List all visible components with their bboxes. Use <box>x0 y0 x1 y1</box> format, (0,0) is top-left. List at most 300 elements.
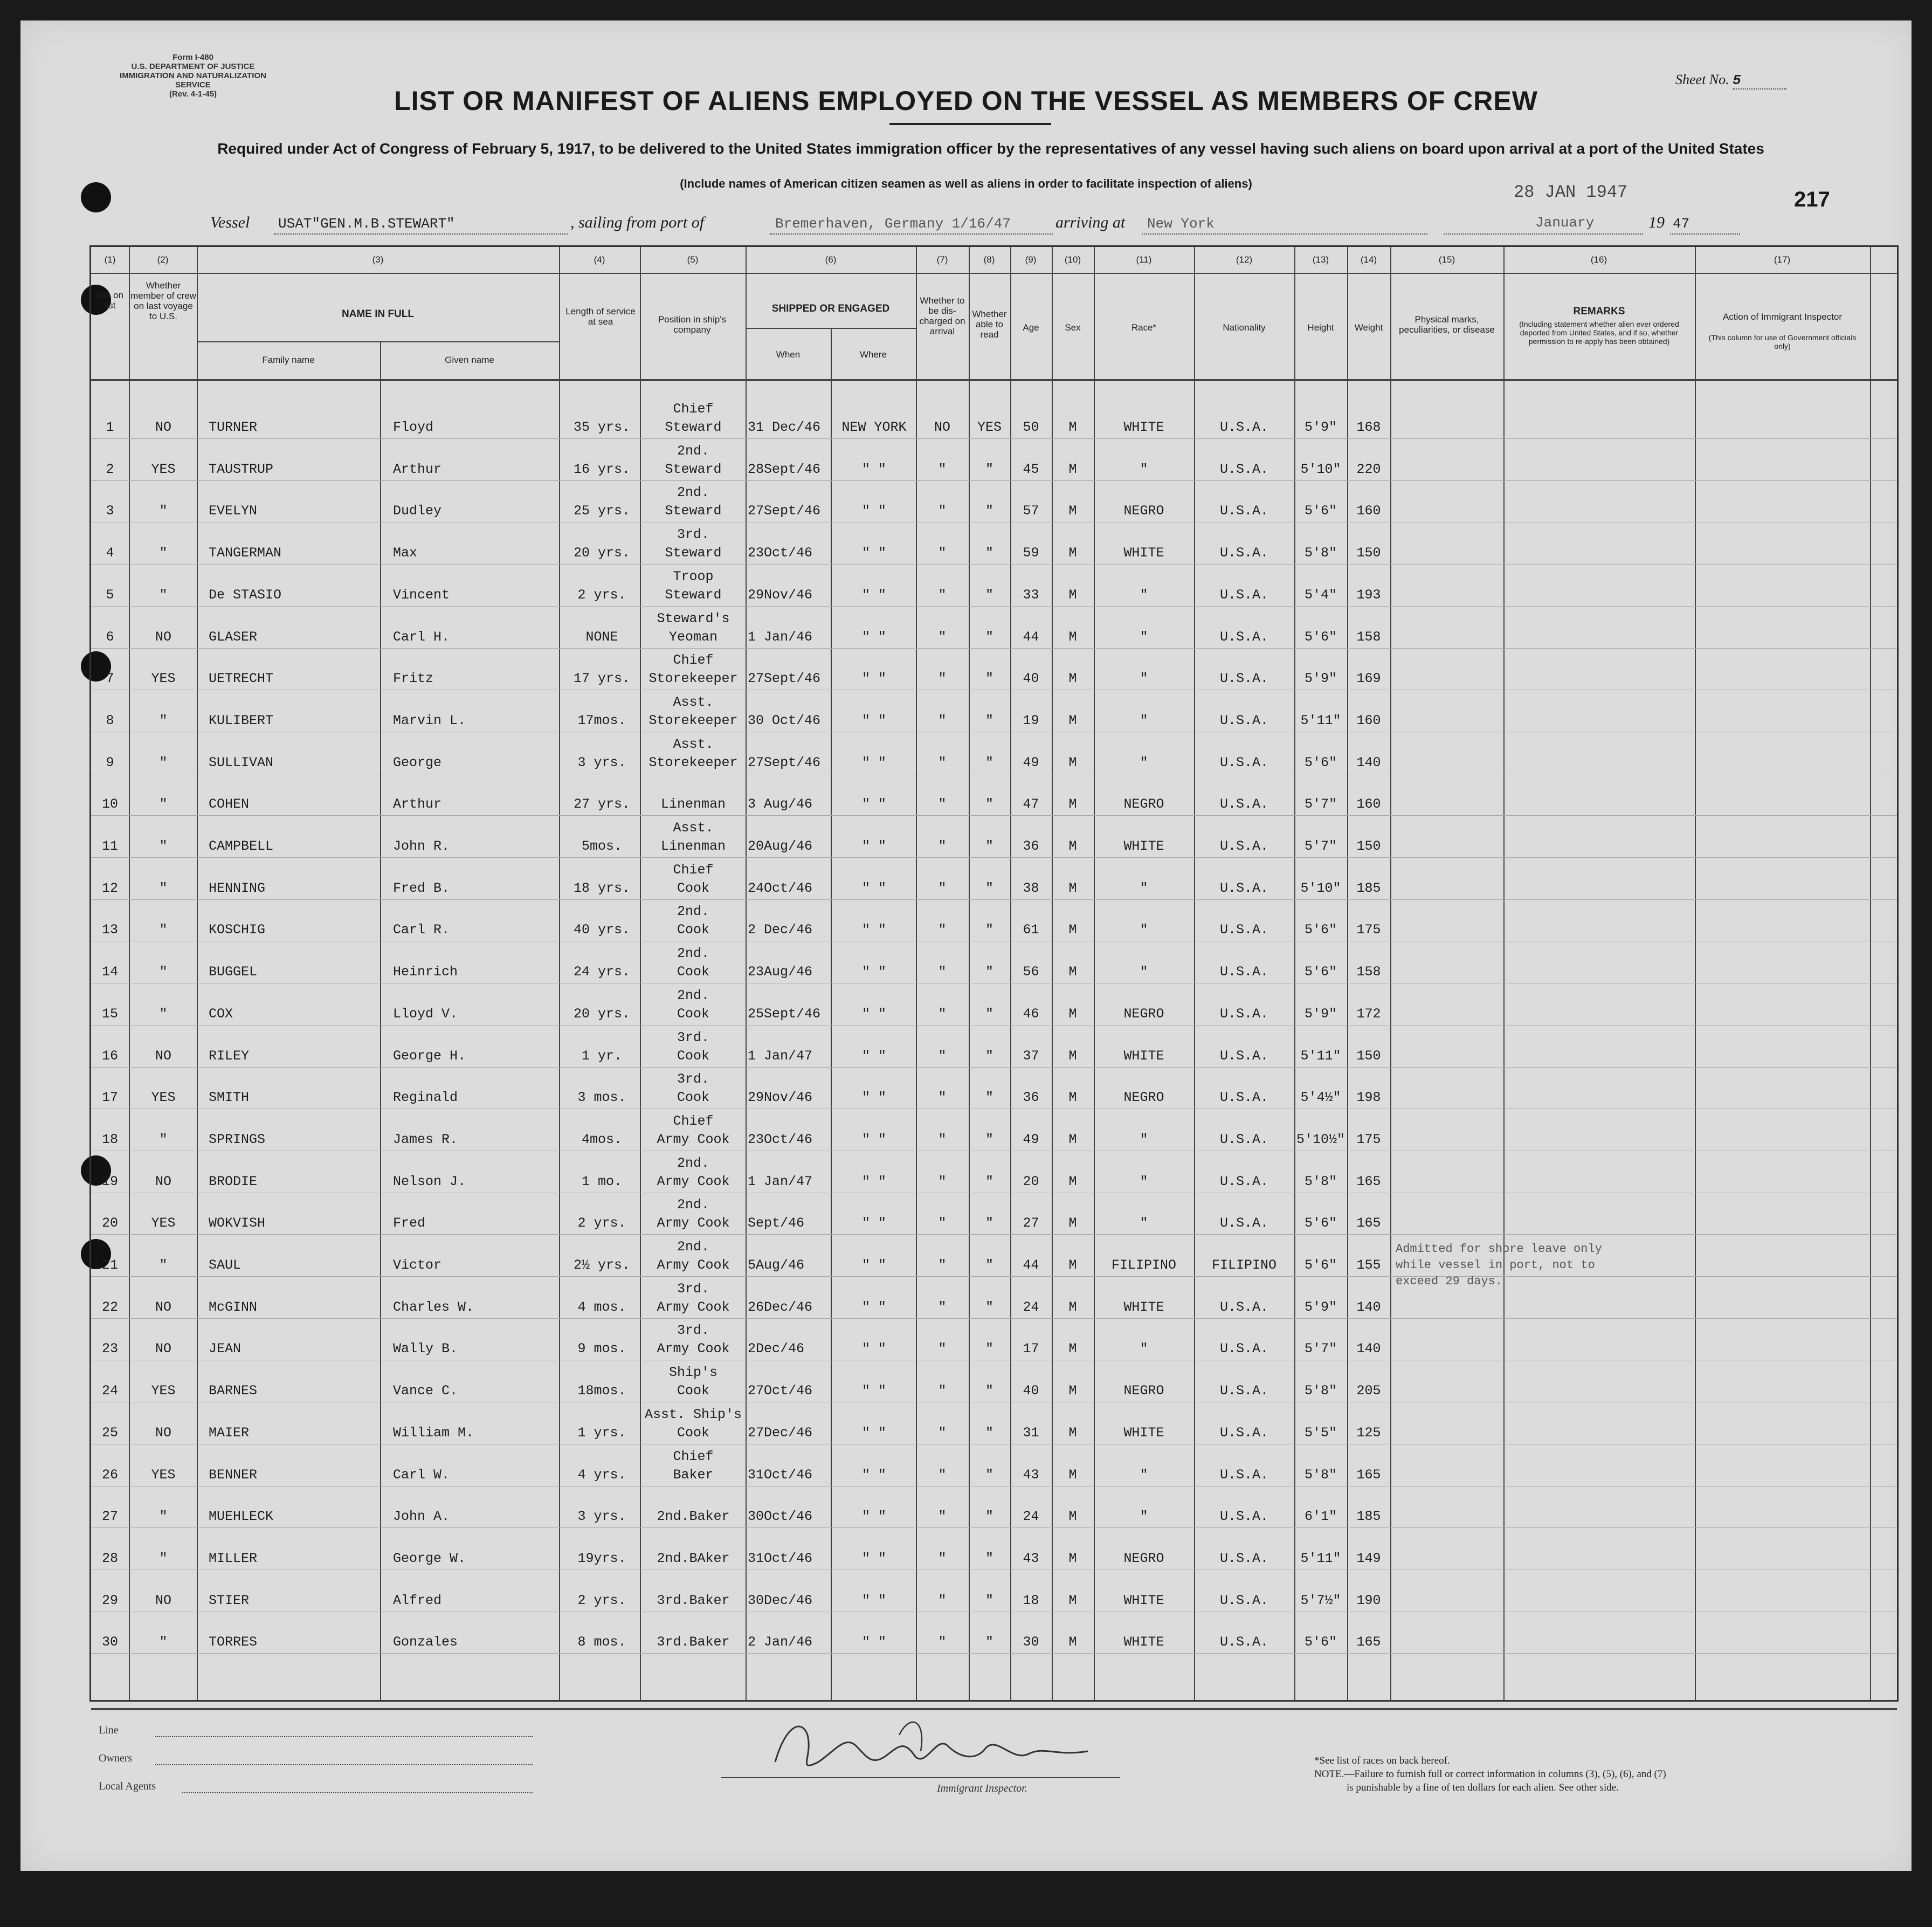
cell-height: 6'1" <box>1304 1509 1337 1525</box>
cell-race: NEGRO <box>1123 1090 1164 1106</box>
cell-no: 13 <box>101 922 118 938</box>
cell-position: Cook <box>677 880 709 896</box>
cell-service: 17 yrs. <box>573 671 631 687</box>
cell-given: Vincent <box>393 587 450 603</box>
cell-where: " " <box>861 922 886 938</box>
cell-service: 2 yrs. <box>577 1592 626 1608</box>
cell-weight: 125 <box>1356 1424 1381 1441</box>
inspector-label: Immigrant Inspector. <box>937 1783 1027 1794</box>
cell-age: 49 <box>1023 754 1039 770</box>
cell-age: 18 <box>1023 1592 1039 1608</box>
cell-no: 7 <box>106 671 114 687</box>
cell-dis: " <box>938 1467 947 1483</box>
row-rule <box>91 857 1897 858</box>
cell-where: " " <box>861 1383 886 1399</box>
cell-family: SAUL <box>209 1257 242 1273</box>
cell-nat: U.S.A. <box>1219 922 1268 938</box>
row-rule <box>91 1067 1897 1068</box>
cell-position: Cook <box>677 1383 709 1399</box>
cell-race: WHITE <box>1123 838 1164 854</box>
cell-service: 1 yrs. <box>577 1424 626 1441</box>
cell-family: EVELYN <box>209 503 258 519</box>
cell-position-rank: 2nd. <box>677 987 709 1003</box>
cell-age: 40 <box>1023 671 1039 687</box>
cell-crew: NO <box>155 1341 171 1357</box>
cell-given: Nelson J. <box>393 1173 466 1189</box>
cell-service: 2½ yrs. <box>573 1257 631 1273</box>
cell-height: 5'8" <box>1304 1383 1337 1399</box>
cell-race: " <box>1140 712 1148 728</box>
cell-dis: " <box>938 1131 947 1147</box>
cell-dis: " <box>938 1215 947 1231</box>
cell-sex: M <box>1068 1634 1077 1650</box>
vessel-label: Vessel <box>210 214 250 231</box>
cell-read: " <box>985 629 993 645</box>
column-number: (13) <box>1312 254 1329 265</box>
cell-position-rank: 2nd. <box>677 904 709 920</box>
cell-position-rank: 2nd. <box>677 1239 709 1255</box>
cell-position-rank: Chief <box>673 1113 714 1129</box>
cell-given: George W. <box>393 1550 466 1566</box>
cell-crew: " <box>159 1131 168 1147</box>
cell-where: " " <box>861 1048 886 1064</box>
cell-service: 18 yrs. <box>573 880 631 896</box>
cell-service: 20 yrs. <box>573 545 631 561</box>
cell-sex: M <box>1068 922 1077 938</box>
cell-read: " <box>985 461 993 477</box>
cell-age: 27 <box>1023 1215 1039 1231</box>
cell-age: 43 <box>1023 1467 1039 1483</box>
cell-sex: M <box>1068 964 1077 980</box>
cell-dis: " <box>938 838 947 854</box>
column-rule <box>1390 247 1391 1700</box>
cell-crew: YES <box>151 1383 176 1399</box>
cell-given: Carl H. <box>393 629 450 645</box>
cell-crew: YES <box>151 1090 176 1106</box>
cell-sex: M <box>1068 1090 1077 1106</box>
cell-height: 5'6" <box>1304 1215 1337 1231</box>
cell-race: NEGRO <box>1123 1550 1164 1566</box>
cell-given: Floyd <box>393 419 434 435</box>
header-rule <box>746 328 916 329</box>
cell-no: 30 <box>101 1634 118 1650</box>
cell-sex: M <box>1068 545 1077 561</box>
cell-weight: 165 <box>1356 1173 1381 1189</box>
cell-position-rank: 2nd. <box>677 1155 709 1171</box>
fill-line <box>155 1736 533 1737</box>
cell-given: Victor <box>393 1257 442 1273</box>
cell-where: " " <box>861 1090 886 1106</box>
cell-no: 25 <box>101 1424 118 1441</box>
cell-when: 28Sept/46 <box>748 461 821 477</box>
cell-service: 27 yrs. <box>573 796 631 813</box>
sheet-value: 5 <box>1733 72 1786 90</box>
cell-where: " " <box>861 671 886 687</box>
column-number: (1) <box>104 254 116 265</box>
cell-position: 3rd.Baker <box>657 1634 730 1650</box>
cell-age: 43 <box>1023 1550 1039 1566</box>
document-title: LIST OR MANIFEST OF ALIENS EMPLOYED ON THE VESSEL AS MEMBERS OF CREW <box>394 86 1538 116</box>
column-number: (5) <box>687 254 699 265</box>
note-line-1: NOTE.—Failure to furnish full or correct information in columns (3), (5), (6), and (7) <box>1314 1768 1666 1780</box>
cell-no: 29 <box>101 1592 118 1608</box>
cell-height: 5'5" <box>1304 1424 1337 1441</box>
cell-when: 29Nov/46 <box>748 1090 813 1106</box>
cell-read: " <box>985 1383 993 1399</box>
cell-given: Alfred <box>393 1592 442 1608</box>
year-prefix: 19 <box>1648 214 1665 231</box>
cell-dis: " <box>938 1048 947 1064</box>
cell-race: " <box>1140 964 1148 980</box>
cell-height: 5'9" <box>1304 1299 1337 1315</box>
cell-when: 27Sept/46 <box>748 671 821 687</box>
cell-when: 3 Aug/46 <box>748 796 813 813</box>
cell-position-rank: 2nd. <box>677 946 709 962</box>
cell-weight: 205 <box>1356 1383 1381 1399</box>
cell-read: " <box>985 880 993 896</box>
cell-family: UETRECHT <box>209 671 274 687</box>
cell-family: MILLER <box>209 1550 258 1566</box>
cell-position: 2nd.BAker <box>657 1550 730 1566</box>
cell-dis: " <box>938 587 947 603</box>
column-rule <box>1695 247 1696 1700</box>
cell-height: 5'7" <box>1304 1341 1337 1357</box>
cell-height: 5'7½" <box>1300 1592 1341 1608</box>
cell-read: " <box>985 964 993 980</box>
cell-dis: " <box>938 880 947 896</box>
arriving-value: New York <box>1147 216 1215 232</box>
cell-no: 9 <box>106 754 114 770</box>
cell-age: 19 <box>1023 712 1039 728</box>
sailing-label: , sailing from port of <box>570 214 705 231</box>
cell-family: KOSCHIG <box>209 922 266 938</box>
fill-line <box>274 233 568 235</box>
cell-read: " <box>985 754 993 770</box>
cell-given: Wally B. <box>393 1341 458 1357</box>
cell-weight: 175 <box>1356 922 1381 938</box>
cell-height: 5'8" <box>1304 1173 1337 1189</box>
cell-position-rank: Chief <box>673 652 714 669</box>
cell-family: JEAN <box>209 1341 242 1357</box>
cell-service: 40 yrs. <box>573 922 631 938</box>
cell-when: Sept/46 <box>748 1215 805 1231</box>
cell-position-rank: Chief <box>673 862 714 878</box>
cell-given: Dudley <box>393 503 442 519</box>
cell-race: " <box>1140 754 1148 770</box>
cell-read: " <box>985 1550 993 1566</box>
year-value: 47 <box>1673 216 1690 232</box>
cell-where: " " <box>861 1006 886 1022</box>
cell-crew: " <box>159 1006 168 1022</box>
cell-race: " <box>1140 1173 1148 1189</box>
cell-race: NEGRO <box>1123 1006 1164 1022</box>
header-rule <box>197 341 559 342</box>
cell-dis: " <box>938 922 947 938</box>
header-name-in-full: NAME IN FULL <box>341 308 415 320</box>
cell-nat: U.S.A. <box>1219 1634 1268 1650</box>
form-service: IMMIGRATION AND NATURALIZATION SERVICE <box>120 71 266 90</box>
cell-where: " " <box>861 545 886 561</box>
cell-service: 2 yrs. <box>577 1215 626 1231</box>
cell-nat: U.S.A. <box>1219 503 1268 519</box>
footer-line-label: Line <box>99 1724 119 1736</box>
cell-family: BUGGEL <box>209 964 258 980</box>
cell-dis: " <box>938 629 947 645</box>
cell-dis: " <box>938 796 947 813</box>
cell-read: " <box>985 1509 993 1525</box>
cell-weight: 168 <box>1356 419 1381 435</box>
cell-age: 36 <box>1023 838 1039 854</box>
cell-race: NEGRO <box>1123 503 1164 519</box>
cell-weight: 150 <box>1356 838 1381 854</box>
cell-where: " " <box>861 1257 886 1273</box>
cell-age: 56 <box>1023 964 1039 980</box>
cell-given: John A. <box>393 1509 450 1525</box>
cell-where: " " <box>861 1341 886 1357</box>
cell-position: Cook <box>677 964 709 980</box>
form-department: U.S. DEPARTMENT OF JUSTICE <box>131 62 255 71</box>
cell-age: 36 <box>1023 1090 1039 1106</box>
cell-when: 2 Dec/46 <box>748 922 813 938</box>
cell-race: " <box>1140 1131 1148 1147</box>
cell-height: 5'8" <box>1304 1467 1337 1483</box>
cell-sex: M <box>1068 1341 1077 1357</box>
header-position: Position in ship's company <box>658 314 727 335</box>
cell-family: McGINN <box>209 1299 258 1315</box>
header-able-read: Whether able to read <box>972 309 1007 340</box>
cell-family: SMITH <box>209 1090 250 1106</box>
cell-given: Fred B. <box>393 880 450 896</box>
cell-height: 5'6" <box>1304 922 1337 938</box>
cell-service: 35 yrs. <box>573 419 631 435</box>
cell-dis: NO <box>934 419 950 435</box>
cell-given: Gonzales <box>393 1634 458 1650</box>
cell-weight: 185 <box>1356 880 1381 896</box>
cell-height: 5'6" <box>1304 1634 1337 1650</box>
cell-sex: M <box>1068 671 1077 687</box>
cell-dis: " <box>938 1299 947 1315</box>
cell-weight: 150 <box>1356 1048 1381 1064</box>
cell-nat: U.S.A. <box>1219 1173 1268 1189</box>
header-shipped: SHIPPED OR ENGAGED <box>771 303 890 314</box>
cell-read: " <box>985 1592 993 1608</box>
cell-when: 2Dec/46 <box>748 1341 805 1357</box>
cell-where: " " <box>861 503 886 519</box>
cell-read: " <box>985 671 993 687</box>
column-number: (10) <box>1064 254 1081 265</box>
cell-race: " <box>1140 1467 1148 1483</box>
column-rule <box>831 328 832 1700</box>
sailing-value: Bremerhaven, Germany 1/16/47 <box>775 216 1011 232</box>
cell-sex: M <box>1068 1550 1077 1566</box>
cell-position: Steward <box>665 461 722 477</box>
cell-service: 19yrs. <box>577 1550 626 1566</box>
cell-family: GLASER <box>209 629 258 645</box>
cell-crew: NO <box>155 1173 171 1189</box>
cell-no: 23 <box>101 1341 118 1357</box>
cell-when: 29Nov/46 <box>748 587 813 603</box>
row-rule <box>91 1653 1897 1654</box>
cell-nat: U.S.A. <box>1219 754 1268 770</box>
cell-weight: 160 <box>1356 796 1381 813</box>
cell-age: 61 <box>1023 922 1039 938</box>
cell-no: 19 <box>101 1173 118 1189</box>
cell-weight: 160 <box>1356 712 1381 728</box>
sheet-label: Sheet No. <box>1675 72 1729 87</box>
cell-where: " " <box>861 1467 886 1483</box>
row-rule <box>91 606 1897 607</box>
cell-family: TURNER <box>209 419 258 435</box>
cell-nat: U.S.A. <box>1219 1383 1268 1399</box>
cell-position-rank: 2nd. <box>677 443 709 459</box>
cell-age: 49 <box>1023 1131 1039 1147</box>
cell-no: 4 <box>106 545 114 561</box>
cell-nat: U.S.A. <box>1219 1090 1268 1106</box>
cell-weight: 185 <box>1356 1509 1381 1525</box>
cell-family: MUEHLECK <box>209 1509 274 1525</box>
cell-nat: U.S.A. <box>1219 1215 1268 1231</box>
header-no-on-list: No. on list <box>96 290 124 311</box>
cell-weight: 165 <box>1356 1215 1381 1231</box>
cell-family: WOKVISH <box>209 1215 266 1231</box>
cell-service: 17mos. <box>577 712 626 728</box>
arriving-label: arriving at <box>1055 214 1126 231</box>
cell-nat: U.S.A. <box>1219 587 1268 603</box>
cell-read: " <box>985 1090 993 1106</box>
cell-nat: U.S.A. <box>1219 712 1268 728</box>
row-rule <box>91 1276 1897 1277</box>
cell-family: BRODIE <box>209 1173 258 1189</box>
cell-nat: U.S.A. <box>1219 545 1268 561</box>
cell-weight: 169 <box>1356 671 1381 687</box>
cell-no: 22 <box>101 1299 118 1315</box>
cell-read: " <box>985 1467 993 1483</box>
cell-given: Carl R. <box>393 922 450 938</box>
cell-nat: U.S.A. <box>1219 1006 1268 1022</box>
cell-family: MAIER <box>209 1424 250 1441</box>
cell-dis: " <box>938 1383 947 1399</box>
cell-service: 3 yrs. <box>577 754 626 770</box>
cell-sex: M <box>1068 1215 1077 1231</box>
date-stamp: 28 JAN 1947 <box>1514 182 1628 202</box>
column-number: (17) <box>1774 254 1791 265</box>
cell-given: Reginald <box>393 1090 458 1106</box>
cell-dis: " <box>938 1090 947 1106</box>
cell-position-rank: Asst. Ship's <box>644 1406 742 1422</box>
cell-position: 2nd.Baker <box>657 1509 730 1525</box>
cell-no: 6 <box>106 629 114 645</box>
cell-read: " <box>985 545 993 561</box>
cell-no: 12 <box>101 880 118 896</box>
cell-when: 27Sept/46 <box>748 754 821 770</box>
cell-nat: U.S.A. <box>1219 1299 1268 1315</box>
cell-service: NONE <box>585 629 618 645</box>
cell-position-rank: Ship's <box>668 1365 717 1381</box>
cell-sex: M <box>1068 629 1077 645</box>
cell-no: 10 <box>101 796 118 813</box>
cell-weight: 165 <box>1356 1467 1381 1483</box>
cell-where: " " <box>861 1592 886 1608</box>
cell-height: 5'4" <box>1304 587 1337 603</box>
cell-when: 2 Jan/46 <box>748 1634 813 1650</box>
cell-race: WHITE <box>1123 1299 1164 1315</box>
column-rule <box>1503 247 1505 1700</box>
cell-position-rank: Asst. <box>673 694 714 710</box>
row-rule <box>91 648 1897 649</box>
footer-notes <box>1314 1754 1666 1794</box>
cell-sex: M <box>1068 1131 1077 1147</box>
cell-nat: U.S.A. <box>1219 964 1268 980</box>
cell-no: 24 <box>101 1383 118 1399</box>
signature-line <box>721 1777 1120 1778</box>
cell-no: 28 <box>101 1550 118 1566</box>
column-rule <box>746 247 747 1700</box>
cell-race: " <box>1140 1215 1148 1231</box>
cell-service: 20 yrs. <box>573 1006 631 1022</box>
cell-given: George <box>393 754 442 770</box>
cell-sex: M <box>1068 1006 1077 1022</box>
cell-nat: FILIPINO <box>1211 1257 1277 1273</box>
cell-given: John R. <box>393 838 450 854</box>
header-race: Race* <box>1131 322 1157 333</box>
cell-where: " " <box>861 1215 886 1231</box>
cell-height: 5'9" <box>1304 419 1337 435</box>
cell-dis: " <box>938 712 947 728</box>
row-rule <box>91 1234 1897 1235</box>
cell-position-rank: Asst. <box>673 820 714 836</box>
cell-dis: " <box>938 1550 947 1566</box>
cell-height: 5'6" <box>1304 629 1337 645</box>
cell-where: " " <box>861 1173 886 1189</box>
cell-height: 5'10" <box>1300 461 1341 477</box>
cell-sex: M <box>1068 712 1077 728</box>
cell-read: " <box>985 1131 993 1147</box>
cell-position: Cook <box>677 1048 709 1064</box>
cell-where: " " <box>861 629 886 645</box>
cell-family: SULLIVAN <box>209 754 274 770</box>
cell-nat: U.S.A. <box>1219 1467 1268 1483</box>
cell-when: 5Aug/46 <box>748 1257 805 1273</box>
cell-read: " <box>985 1006 993 1022</box>
column-number: (8) <box>983 254 995 265</box>
cell-dis: " <box>938 1341 947 1357</box>
cell-family: BARNES <box>209 1383 258 1399</box>
cell-nat: U.S.A. <box>1219 1509 1268 1525</box>
cell-where: " " <box>861 587 886 603</box>
cell-position-rank: 3rd. <box>677 1029 709 1045</box>
header-discharged: Whether to be dis-charged on arrival <box>919 295 965 336</box>
cell-when: 26Dec/46 <box>748 1299 813 1315</box>
cell-position-rank: Steward's <box>657 610 730 627</box>
cell-read: " <box>985 1048 993 1064</box>
cell-race: WHITE <box>1123 419 1164 435</box>
cell-service: 4 yrs. <box>577 1467 626 1483</box>
cell-race: NEGRO <box>1123 1383 1164 1399</box>
cell-sex: M <box>1068 1299 1077 1315</box>
cell-race: " <box>1140 461 1148 477</box>
cell-nat: U.S.A. <box>1219 1592 1268 1608</box>
cell-where: " " <box>861 1299 886 1315</box>
cell-read: " <box>985 712 993 728</box>
cell-service: 2 yrs. <box>577 587 626 603</box>
cell-race: " <box>1140 629 1148 645</box>
cell-weight: 158 <box>1356 964 1381 980</box>
cell-position-rank: 2nd. <box>677 485 709 501</box>
cell-where: " " <box>861 796 886 813</box>
cell-height: 5'11" <box>1300 712 1341 728</box>
column-number: (3) <box>372 254 384 265</box>
cell-age: 24 <box>1023 1509 1039 1525</box>
